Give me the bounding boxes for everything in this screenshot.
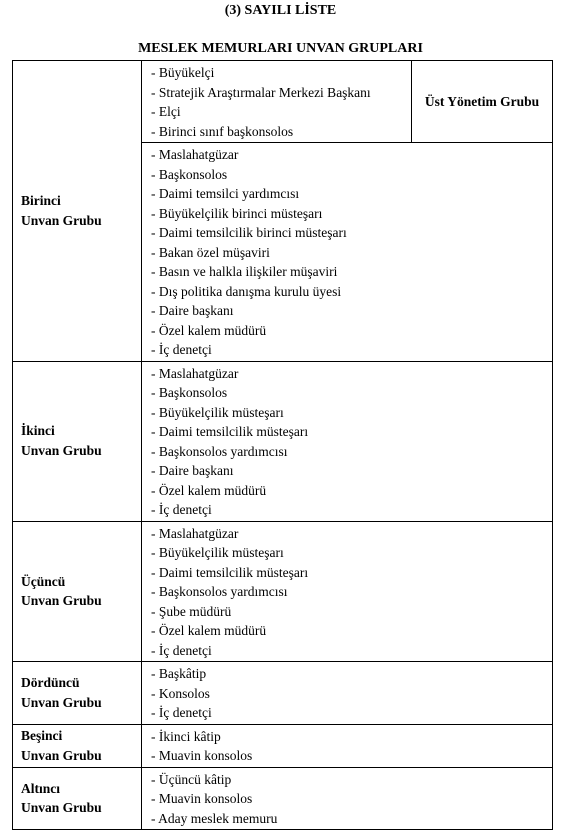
list-item: - Daimi temsilcilik müsteşarı [151, 424, 309, 439]
list-item: - Özel kalem müdürü [151, 322, 267, 338]
group-label-line2: Unvan Grubu [21, 443, 102, 458]
title-groups-table [12, 60, 553, 830]
group-label-cell [13, 662, 142, 725]
list-item: - Maslahatgüzar [151, 147, 239, 162]
list-item: - Büyükelçilik müsteşarı [151, 404, 284, 420]
group-label-cell [13, 521, 142, 662]
list-item: - Başkâtip [151, 666, 207, 681]
list-item: - Dış politika danışma kurulu üyesi [151, 283, 342, 299]
list-item: - Stratejik Araştırmalar Merkezi Başkanı [151, 84, 371, 100]
table-row [13, 61, 553, 143]
group-label-line1: Beşinci [21, 727, 63, 743]
top-management-label: Üst Yönetim Grubu [412, 61, 553, 143]
list-item: - Özel kalem müdürü [151, 482, 267, 498]
list-item: - Başkonsolos [151, 385, 228, 400]
list-item: - Daimi temsilcilik birinci müsteşarı [151, 225, 347, 240]
list-item: - Basın ve halkla ilişkiler müşaviri [151, 264, 338, 279]
list-item: - Muavin konsolos [151, 791, 253, 806]
list-item: - Elçi [151, 104, 181, 119]
table-row [13, 521, 553, 662]
list-item: - Şube müdürü [151, 603, 232, 619]
list-item: - Maslahatgüzar [151, 365, 239, 381]
table-row [13, 724, 553, 767]
group-label-line2: Unvan Grubu [21, 694, 102, 710]
group-items-cell [142, 521, 553, 662]
list-item: - Aday meslek memuru [151, 810, 278, 826]
group-label-cell [13, 361, 142, 521]
group-items-cell [142, 767, 553, 830]
group-label-line1: Birinci [21, 193, 61, 209]
list-item: - Bakan özel müşaviri [151, 244, 270, 260]
list-item: - İç denetçi [151, 642, 212, 658]
group-label-cell [13, 61, 142, 362]
group-label-line2: Unvan Grubu [21, 593, 102, 609]
group-items-cell [142, 662, 553, 725]
table-row [13, 767, 553, 830]
list-item: - İç denetçi [151, 342, 212, 357]
document-title: (3) SAYILI LİSTE [224, 3, 337, 18]
document-subtitle: MESLEK MEMURLARI UNVAN GRUPLARI [138, 41, 423, 56]
list-item: - Başkonsolos yardımcısı [151, 584, 288, 599]
group-label-line1: Dördüncü [21, 675, 80, 691]
list-item: - Daire başkanı [151, 303, 234, 318]
group-items-cell [142, 143, 553, 362]
group-items-cell [142, 724, 553, 767]
group-label-line2: Unvan Grubu [21, 747, 102, 763]
group-items-cell [142, 361, 553, 521]
list-item: - Konsolos [151, 685, 210, 701]
list-item: - Başkonsolos yardımcısı [151, 443, 288, 459]
list-item: - Büyükelçi [151, 65, 215, 80]
list-item: - Muavin konsolos [151, 748, 253, 763]
list-item: - Maslahatgüzar [151, 525, 239, 541]
list-item: - Üçüncü kâtip [151, 771, 232, 787]
list-item: - Özel kalem müdürü [151, 623, 267, 638]
list-item: - Daimi temsilcilik müsteşarı [151, 564, 309, 580]
list-item: - Büyükelçilik müsteşarı [151, 545, 284, 560]
top-management-items-cell [142, 61, 412, 143]
list-item: - İkinci kâtip [151, 728, 221, 744]
group-label-line1: Altıncı [21, 780, 60, 796]
list-item: - İç denetçi [151, 705, 212, 720]
list-item: - Birinci sınıf başkonsolos [151, 123, 294, 139]
group-label-cell [13, 724, 142, 767]
list-item: - Daire başkanı [151, 463, 234, 478]
list-item: - Daimi temsilci yardımcısı [151, 186, 300, 201]
list-item: - İç denetçi [151, 502, 212, 517]
group-label-line1: Üçüncü [21, 573, 66, 589]
group-label-line1: İkinci [21, 423, 55, 439]
group-label-line2: Unvan Grubu [21, 212, 102, 228]
group-label-line2: Unvan Grubu [21, 800, 102, 816]
list-item: - Başkonsolos [151, 166, 228, 182]
table-row [13, 361, 553, 521]
table-row [13, 662, 553, 725]
list-item: - Büyükelçilik birinci müsteşarı [151, 205, 323, 221]
group-label-cell [13, 767, 142, 830]
